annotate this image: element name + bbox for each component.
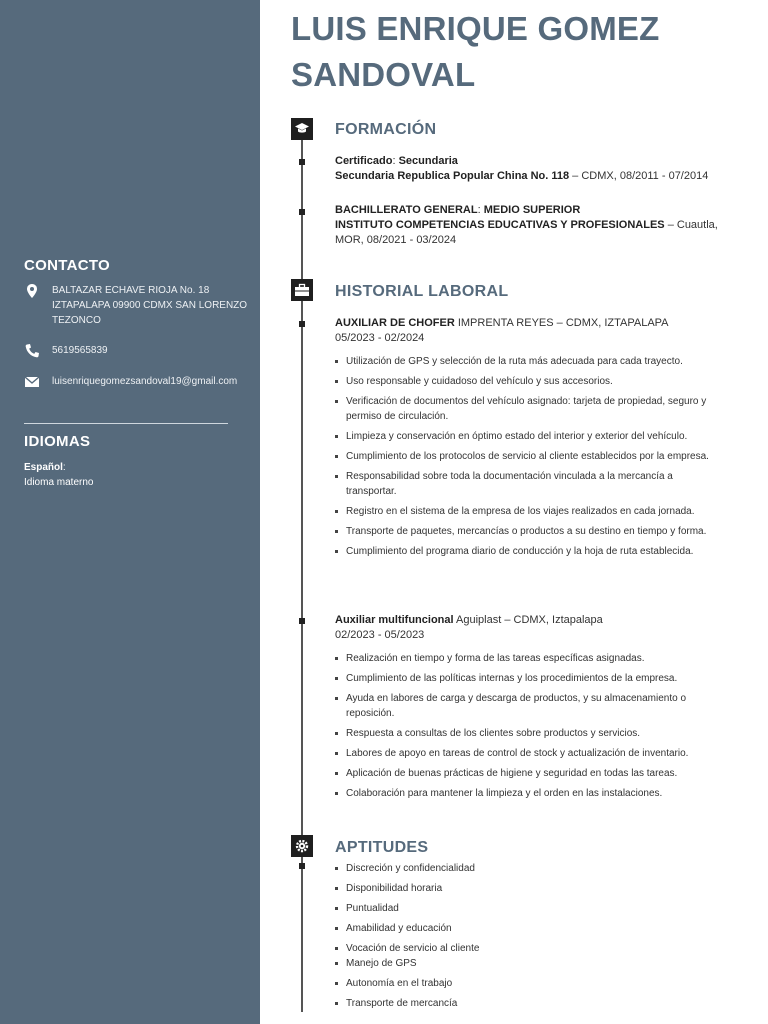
job-duties-list	[335, 651, 720, 801]
job-header	[335, 613, 735, 643]
job-duties-list	[335, 354, 720, 559]
education-title: FORMACIÓN	[335, 121, 437, 138]
phone-icon	[24, 343, 40, 359]
list-item: Puntualidad	[335, 901, 720, 916]
list-item: Cumplimiento de los protocolos de servicio al cliente establecidos por la empresa.	[335, 449, 720, 464]
list-item: Limpieza y conservación en óptimo estado del interior y exterior del vehículo.	[335, 429, 720, 444]
timeline-dot	[299, 159, 305, 165]
phone-text: 5619565839	[52, 345, 108, 356]
envelope-icon	[24, 374, 40, 390]
work-title: HISTORIAL LABORAL	[335, 283, 509, 300]
contact-heading: CONTACTO	[24, 257, 111, 274]
gear-icon	[294, 838, 310, 854]
list-item: Transporte de paquetes, mercancías o productos a su destino en tiempo y forma.	[335, 524, 720, 539]
school-name: INSTITUTO COMPETENCIAS EDUCATIVAS Y PROFESIONALES	[335, 219, 665, 231]
list-item: Manejo de GPS	[335, 956, 720, 971]
education-entry: Certificado: Secundaria Secundaria Republica Popular China No. 118 – CDMX, 08/2011 - 07/2014	[335, 155, 709, 182]
timeline-line	[301, 128, 303, 1012]
skills-list	[335, 861, 720, 1011]
list-item: Verificación de documentos del vehículo asignado: tarjeta de propiedad, seguro y permiso de circulación.	[335, 394, 720, 424]
list-item: Ayuda en labores de carga y descarga de productos, y su almacenamiento o reposición.	[335, 691, 720, 721]
timeline-dot	[299, 321, 305, 327]
school-name: Secundaria Republica Popular China No. 118	[335, 170, 570, 182]
list-item: Respuesta a consultas de los clientes sobre productos y servicios.	[335, 726, 720, 741]
list-item: Vocación de servicio al cliente	[335, 941, 720, 956]
skills-title: APTITUDES	[335, 839, 429, 856]
job-dates: 02/2023 - 05/2023	[335, 629, 425, 641]
location-pin-icon	[24, 283, 40, 299]
degree-label: BACHILLERATO GENERAL	[335, 204, 478, 216]
list-item: Realización en tiempo y forma de las tareas específicas asignadas.	[335, 651, 720, 666]
job-role: AUXILIAR DE CHOFER	[335, 317, 455, 329]
education-entry: BACHILLERATO GENERAL: MEDIO SUPERIOR INSTITUTO COMPETENCIAS EDUCATIVAS Y PROFESIONALES – Cuautla, MOR, 08/2021 - 03/2024	[335, 204, 718, 246]
degree-value: Secundaria	[398, 155, 458, 167]
language-name: Español	[24, 462, 63, 473]
job-company: Aguiplast – CDMX, Iztapalapa	[453, 614, 603, 626]
sidebar-divider	[24, 423, 228, 424]
school-details: – Cuautla, MOR, 08/2021 - 03/2024	[335, 219, 718, 246]
list-item: Disponibilidad horaria	[335, 881, 720, 896]
list-item: Registro en el sistema de la empresa de los viajes realizados en cada jornada.	[335, 504, 720, 519]
list-item: Labores de apoyo en tareas de control de stock y actualización de inventario.	[335, 746, 720, 761]
list-item: Colaboración para mantener la limpieza y el orden en las instalaciones.	[335, 786, 720, 801]
languages-heading: IDIOMAS	[24, 433, 91, 450]
email-text[interactable]: luisenriquegomezsandoval19@gmail.com	[52, 376, 238, 387]
list-item: Aplicación de buenas prácticas de higiene y seguridad en todas las tareas.	[335, 766, 720, 781]
school-details: – CDMX, 08/2011 - 07/2014	[569, 170, 709, 182]
language-entry: Español: Idioma materno	[24, 462, 94, 488]
timeline-dot	[299, 209, 305, 215]
list-item: Discreción y confidencialidad	[335, 861, 720, 876]
briefcase-icon	[294, 283, 310, 297]
section-icon-work	[291, 279, 313, 301]
timeline-dot	[299, 863, 305, 869]
address-text: BALTAZAR ECHAVE RIOJA No. 18 IZTAPALAPA 09900 CDMX SAN LORENZO TEZONCO	[52, 285, 248, 326]
list-item: Amabilidad y educación	[335, 921, 720, 936]
list-item: Cumplimiento de las políticas internas y los procedimientos de la empresa.	[335, 671, 720, 686]
degree-label: Certificado	[335, 155, 393, 167]
degree-value: MEDIO SUPERIOR	[483, 204, 581, 216]
list-item: Transporte de mercancía	[335, 996, 720, 1011]
list-item: Cumplimiento del programa diario de conducción y la hoja de ruta establecida.	[335, 544, 720, 559]
list-item: Responsabilidad sobre toda la documentación vinculada a la mercancía a transportar.	[335, 469, 720, 499]
list-item: Autonomía en el trabajo	[335, 976, 720, 991]
timeline-dot	[299, 618, 305, 624]
job-header	[335, 316, 735, 346]
job-role: Auxiliar multifuncional	[335, 614, 454, 626]
language-level: Idioma materno	[24, 477, 94, 488]
section-icon-skills	[291, 835, 313, 857]
section-icon-education	[291, 118, 313, 140]
list-item: Uso responsable y cuidadoso del vehículo y sus accesorios.	[335, 374, 720, 389]
job-company: IMPRENTA REYES – CDMX, IZTAPALAPA	[454, 317, 669, 329]
contact-phone	[24, 343, 254, 359]
candidate-name: LUIS ENRIQUE GOMEZ SANDOVAL	[291, 10, 660, 93]
job-dates: 05/2023 - 02/2024	[335, 332, 425, 344]
contact-email	[24, 374, 254, 390]
graduation-cap-icon	[294, 122, 310, 136]
sidebar	[0, 0, 260, 1024]
contact-address	[24, 283, 254, 328]
list-item: Utilización de GPS y selección de la ruta más adecuada para cada trayecto.	[335, 354, 720, 369]
